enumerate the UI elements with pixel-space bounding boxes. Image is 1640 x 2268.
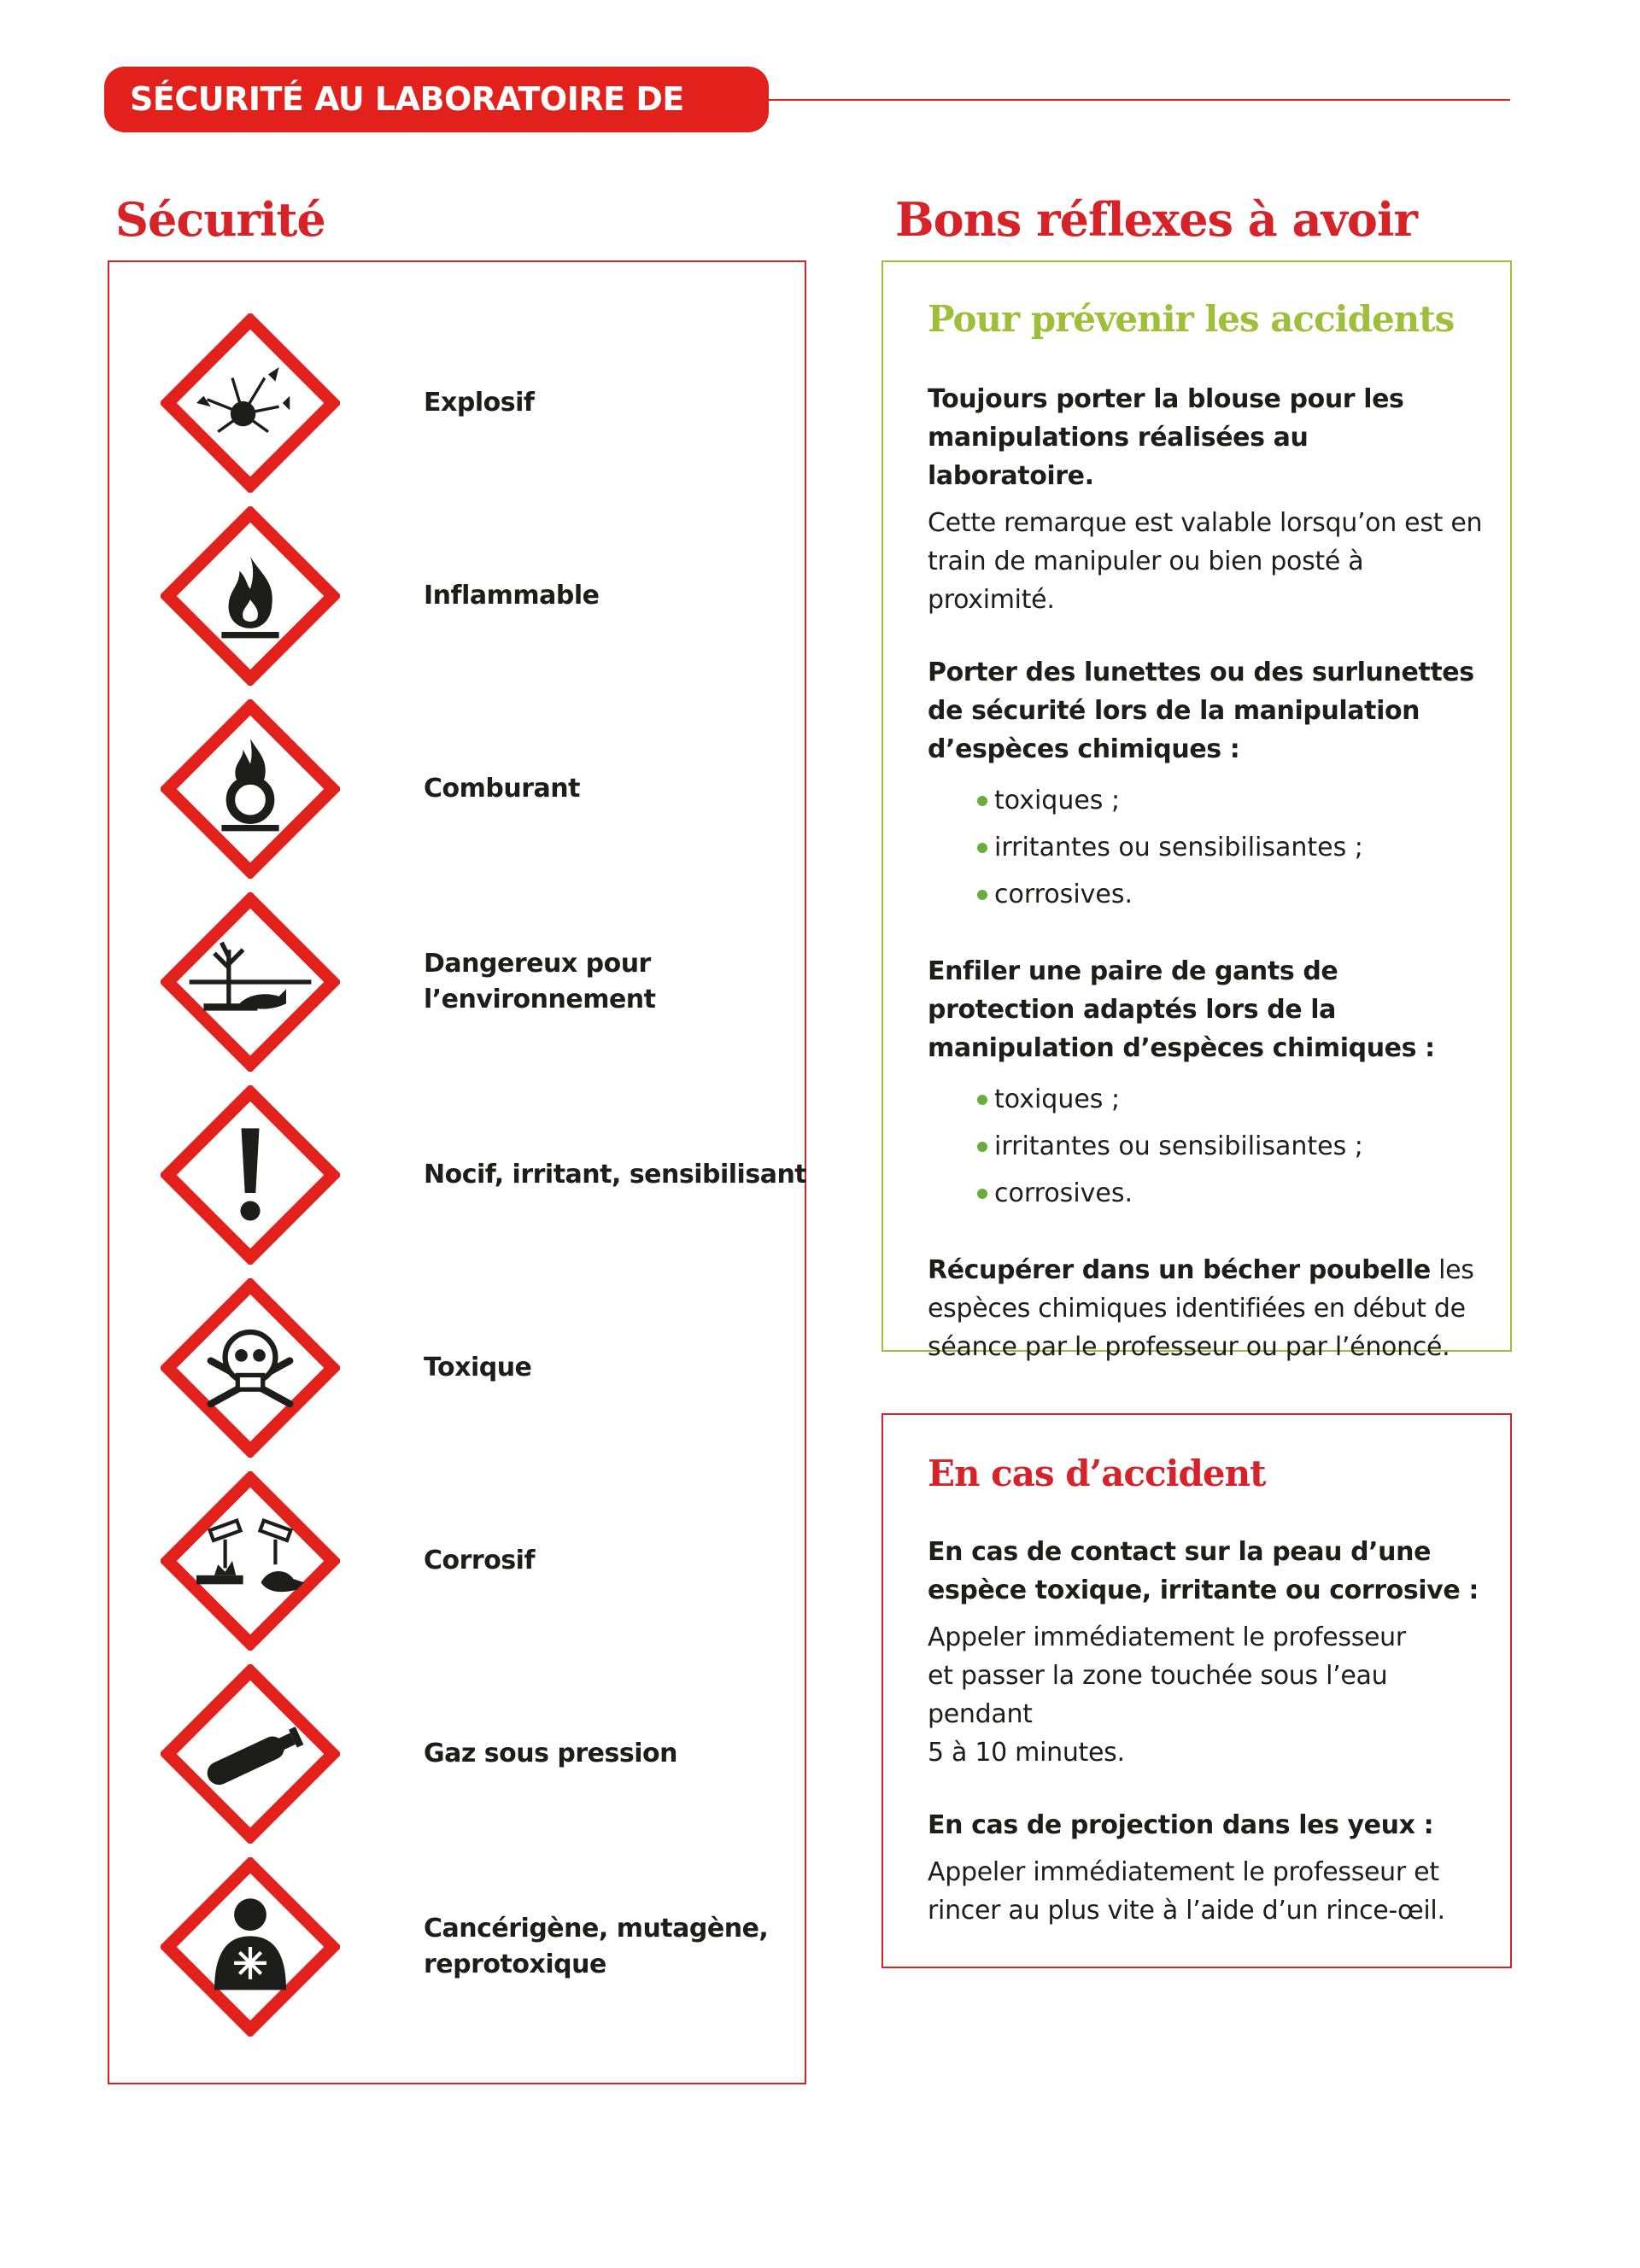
list-item: irritantes ou sensibilisantes ; xyxy=(977,1123,1483,1170)
pictogram-row xyxy=(161,1471,793,1651)
pictogram-label: Nocif, irritant, sensibilisant xyxy=(424,1160,807,1190)
prevention-title: Pour prévenir les accidents xyxy=(928,298,1455,340)
list-item: corrosives. xyxy=(977,1170,1483,1217)
accident-box xyxy=(882,1413,1512,1968)
list-item: toxiques ; xyxy=(977,777,1483,824)
lunettes-list xyxy=(928,777,1483,918)
pictogram-row xyxy=(161,699,793,879)
prevention-content xyxy=(928,380,1483,1366)
flame-pictogram-icon xyxy=(161,506,340,686)
pictogram-label: Inflammable xyxy=(424,581,600,611)
blouse-rule: Toujours porter la blouse pour les manipulations réalisées au laboratoire. xyxy=(928,384,1404,491)
lunettes-rule: Porter des lunettes ou des surlunettes de sécurité lors de la manipulation d’espèces chimiques : xyxy=(928,658,1474,764)
pictogram-label: Toxique xyxy=(424,1353,532,1382)
pictogram-label: Comburant xyxy=(424,774,580,804)
becher-rule xyxy=(928,1251,1483,1366)
skull-crossbones-pictogram-icon xyxy=(161,1278,340,1458)
pictogram-label: Gaz sous pression xyxy=(424,1739,677,1768)
explosive-pictogram-icon xyxy=(161,313,340,493)
environment-pictogram-icon xyxy=(161,892,340,1072)
pictogram-row xyxy=(161,892,793,1072)
list-item: toxiques ; xyxy=(977,1076,1483,1123)
flame-over-circle-pictogram-icon xyxy=(161,699,340,879)
pictogram-label: Dangereux pour l’environnement xyxy=(424,949,656,1014)
pictogram-row xyxy=(161,506,793,686)
pictogram-row xyxy=(161,1664,793,1844)
pictogram-panel xyxy=(108,260,806,2084)
pictogram-row xyxy=(161,313,793,493)
becher-rule-bold: Récupérer dans un bécher poubelle xyxy=(928,1255,1431,1285)
bons-reflexes-title: Bons réflexes à avoir xyxy=(895,192,1417,247)
health-hazard-pictogram-icon xyxy=(161,1857,340,2037)
contact-peau-action: Appeler immédiatement le professeur et passer la zone touchée sous l’eau pendant 5 à 10 minutes. xyxy=(928,1622,1406,1768)
pictogram-label: Corrosif xyxy=(424,1546,536,1575)
gas-cylinder-pictogram-icon xyxy=(161,1664,340,1844)
gants-list xyxy=(928,1076,1483,1217)
accident-content xyxy=(928,1533,1483,1964)
banner-divider xyxy=(769,99,1510,101)
exclamation-pictogram-icon xyxy=(161,1085,340,1265)
pictogram-label: Cancérigène, mutagène, reprotoxique xyxy=(424,1914,769,1979)
corrosion-pictogram-icon xyxy=(161,1471,340,1651)
pictogram-row xyxy=(161,1857,793,2037)
gants-rule: Enfiler une paire de gants de protection adaptés lors de la manipulation d’espèces chimiques : xyxy=(928,956,1435,1063)
accident-title: En cas d’accident xyxy=(928,1453,1266,1494)
prevention-box xyxy=(882,260,1512,1362)
pictogram-row xyxy=(161,1085,807,1265)
securite-title: Sécurité xyxy=(115,192,325,247)
section-banner: SÉCURITÉ AU LABORATOIRE DE CHIMIE xyxy=(104,67,769,132)
list-item: corrosives. xyxy=(977,871,1483,918)
pictogram-label: Explosif xyxy=(424,388,535,418)
pictogram-row xyxy=(161,1278,793,1458)
contact-peau-rule: En cas de contact sur la peau d’une espèce toxique, irritante ou corrosive : xyxy=(928,1537,1479,1605)
blouse-note: Cette remarque est valable lorsqu’on est en train de manipuler ou bien posté à proximité. xyxy=(928,508,1483,615)
becher-rule-text: les espèces chimiques identifiées en début de séance par le professeur ou par l’énoncé. xyxy=(928,1255,1474,1362)
list-item: irritantes ou sensibilisantes ; xyxy=(977,824,1483,871)
projection-yeux-action: Appeler immédiatement le professeur et rincer au plus vite à l’aide d’un rince-œil. xyxy=(928,1857,1445,1926)
projection-yeux-rule: En cas de projection dans les yeux : xyxy=(928,1810,1434,1840)
